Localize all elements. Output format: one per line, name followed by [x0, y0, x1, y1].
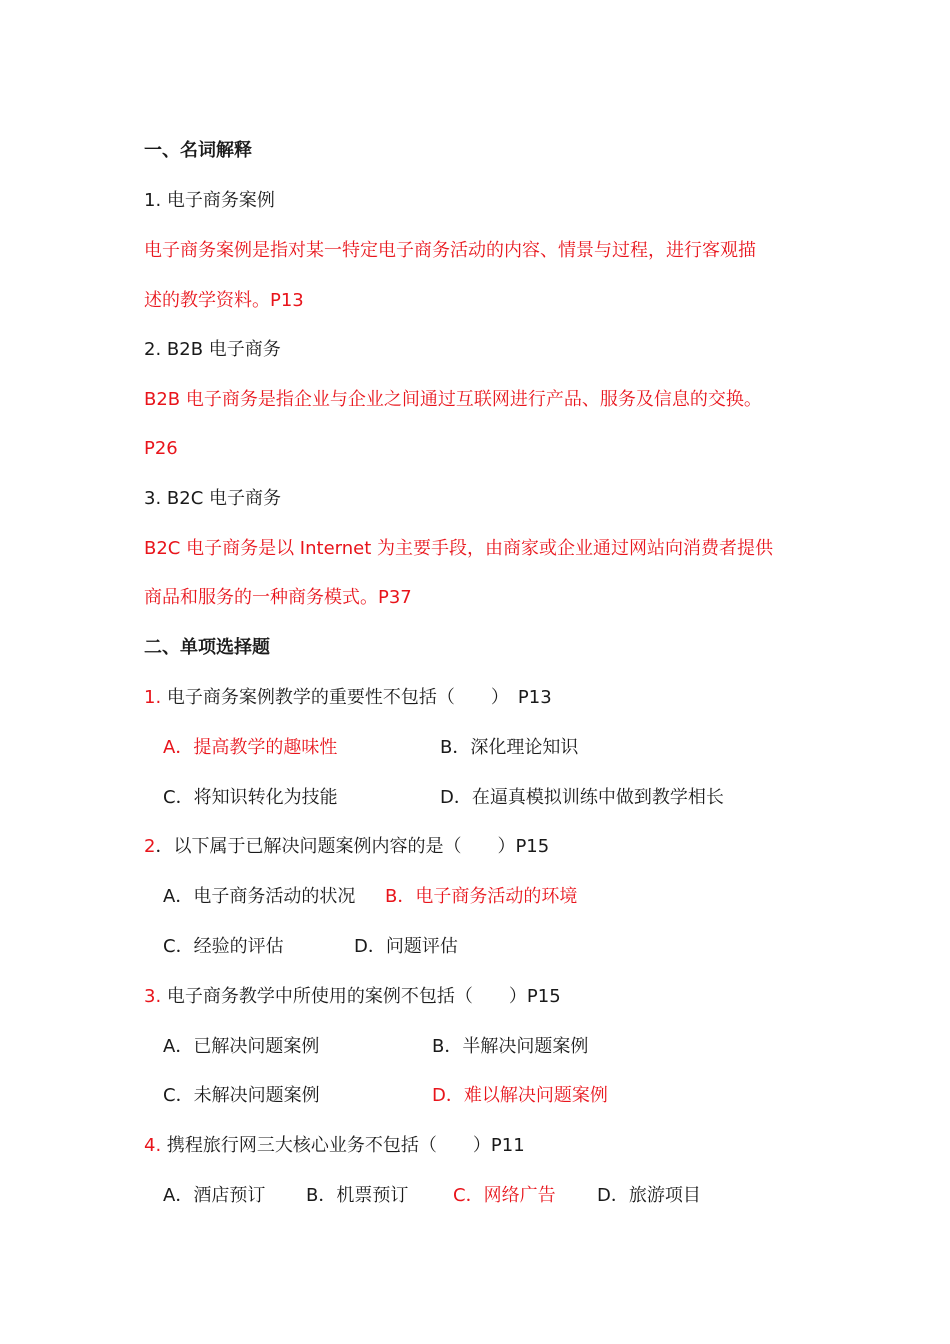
question-2-number: 2 [144, 836, 156, 857]
section-title-definitions: 一、名词解释 [144, 140, 252, 161]
question-4-option-c: C．网络广告 [453, 1185, 556, 1206]
question-2 [144, 832, 549, 862]
question-4-text: 携程旅行网三大核心业务不包括（ ）P11 [161, 1135, 525, 1156]
question-3-number: 3. [144, 986, 162, 1007]
term-1: 1. 电子商务案例 [144, 190, 275, 211]
question-3-option-a: A．已解决问题案例 [163, 1036, 320, 1057]
definition-1-line2: 述的教学资料。P13 [144, 290, 304, 311]
question-4-option-b: B．机票预订 [306, 1185, 409, 1206]
question-4-option-a: A．酒店预订 [163, 1185, 266, 1206]
section-title-single-choice: 二、单项选择题 [144, 637, 270, 658]
definition-3-line2: 商品和服务的一种商务模式。P37 [144, 587, 412, 608]
question-2-option-a: A．电子商务活动的状况 [163, 886, 356, 907]
question-4 [144, 1131, 525, 1161]
question-1-option-b: B．深化理论知识 [440, 737, 579, 758]
definition-1-line1: 电子商务案例是指对某一特定电子商务活动的内容、情景与过程，进行客观描 [144, 240, 756, 261]
question-2-option-c: C．经验的评估 [163, 936, 284, 957]
question-1-number: 1. [144, 687, 162, 708]
question-3-option-c: C．未解决问题案例 [163, 1085, 320, 1106]
question-2-option-b: B．电子商务活动的环境 [385, 886, 578, 907]
term-2: 2. B2B 电子商务 [144, 339, 281, 360]
question-2-text: ．以下属于已解决问题案例内容的是（ ）P15 [155, 836, 550, 857]
question-3-option-b: B．半解决问题案例 [432, 1036, 589, 1057]
question-3-option-d: D．难以解决问题案例 [432, 1085, 608, 1106]
definition-3-line1: B2C 电子商务是以 Internet 为主要手段，由商家或企业通过网站向消费者提供 [144, 538, 774, 559]
term-3: 3. B2C 电子商务 [144, 488, 281, 509]
definition-2-line2: P26 [144, 438, 178, 459]
question-1-option-a: A．提高教学的趣味性 [163, 737, 338, 758]
question-4-number: 4. [144, 1135, 162, 1156]
question-3 [144, 982, 561, 1012]
question-1-text: 电子商务案例教学的重要性不包括（ ） P13 [161, 687, 552, 708]
question-1 [144, 683, 552, 713]
question-2-option-d: D．问题评估 [354, 936, 458, 957]
definition-2-line1: B2B 电子商务是指企业与企业之间通过互联网进行产品、服务及信息的交换。 [144, 389, 762, 410]
question-1-option-d: D．在逼真模拟训练中做到教学相长 [440, 787, 724, 808]
question-4-option-d: D．旅游项目 [597, 1185, 701, 1206]
question-3-text: 电子商务教学中所使用的案例不包括（ ）P15 [161, 986, 561, 1007]
question-1-option-c: C．将知识转化为技能 [163, 787, 338, 808]
